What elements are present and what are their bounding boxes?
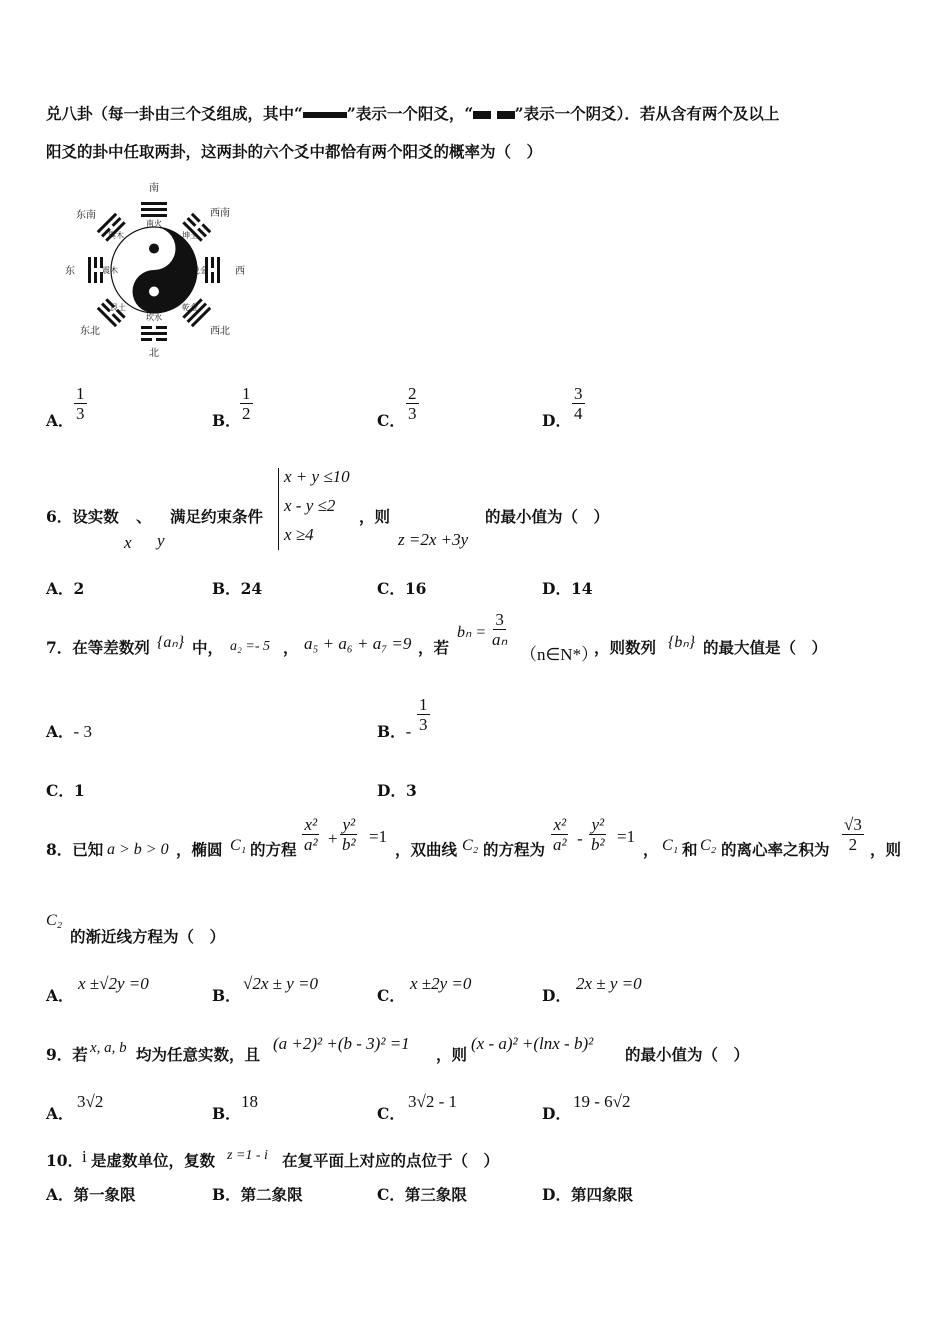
q10-t1: 是虚数单位，复数: [91, 1151, 216, 1170]
q10-z: z =1 - i: [227, 1148, 268, 1163]
q8-plus: +: [328, 829, 338, 848]
q8-option-c-value: x ±2y =0: [410, 974, 472, 993]
q7-cond1: a₂ =- 5: [230, 639, 270, 654]
q8-comma: ，: [643, 840, 659, 859]
q7-bn-lhs: bₙ =: [457, 624, 487, 641]
q8-t1: ，椭圆: [176, 840, 223, 859]
q8-t5: 的离心率之积为: [721, 840, 830, 859]
trigram-label: 艮土: [110, 303, 126, 312]
trigram-label: 南火: [146, 219, 162, 228]
trigram-label: 坎水: [146, 313, 162, 322]
q5-option-b: B．: [212, 411, 241, 430]
q9-prefix: 9．若: [46, 1045, 88, 1064]
q8-ellipse-eq: =1: [369, 827, 388, 846]
q9-t1: 均为任意实数，且: [136, 1045, 261, 1064]
q9-option-d-value: 19 - 6√2: [573, 1092, 631, 1111]
q6-middle: 满足约束条件: [170, 507, 264, 526]
q8-line2: 的渐近线方程为（ ）: [70, 927, 226, 946]
q9-option-a-value: 3√2: [77, 1092, 104, 1111]
q7-mid: 中，: [192, 638, 224, 657]
q10-prefix: 10．: [46, 1151, 84, 1170]
q5-stem-line2: 阳爻的卦中任取两卦，这两卦的六个爻中都恰有两个阳爻的概率为（ ）: [46, 142, 543, 161]
q10-t2: 在复平面上对应的点位于（ ）: [282, 1151, 500, 1170]
q9-t3: 的最小值为（ ）: [625, 1045, 750, 1064]
bagua-diagram: [62, 178, 246, 360]
q6-option-a: A．2: [46, 579, 85, 598]
q8-option-c: C．: [377, 986, 405, 1005]
direction-label: 西: [235, 266, 245, 277]
q10-option-c: C．第三象限: [377, 1185, 467, 1204]
q7-sequence-a: {aₙ}: [157, 634, 185, 651]
q6-option-b: B．24: [212, 579, 263, 598]
q9-option-b: B．: [212, 1104, 241, 1123]
q6-then: ，则: [359, 507, 391, 526]
trigram-label: 坤土: [182, 231, 198, 240]
trigram-label: 震木: [102, 266, 118, 275]
q7-domain: （n∈N*）: [520, 645, 599, 664]
q9-t2: ，则: [436, 1045, 468, 1064]
q8-c2-line2: C₂: [46, 912, 63, 929]
trigram-label: 兑金: [192, 266, 208, 275]
q8-c2-ref: C₂: [700, 837, 717, 854]
q10-option-a: A．第一象限: [46, 1185, 136, 1204]
q7-sequence-b: {bₙ}: [668, 634, 696, 651]
q8-hyperbola-x-term: $\frac{\text{x²}}{\text{a²}}$: [553, 815, 567, 854]
yang-line-symbol: [303, 112, 347, 118]
q6-constraint-2: x - y ≤2: [284, 496, 336, 515]
q8-hyperbola-eq: =1: [617, 827, 636, 846]
q5-option-c: C．: [377, 411, 405, 430]
q7-option-d: D．3: [377, 781, 417, 800]
q5-option-d-fraction: $\frac{3}{4}$: [574, 384, 583, 423]
q8-t3: ，双曲线: [395, 840, 458, 859]
q7-tail1: ，则数列: [594, 638, 657, 657]
q8-t4: 的方程为: [483, 840, 546, 859]
q8-option-d-value: 2x ± y =0: [576, 974, 642, 993]
direction-label: 东南: [76, 210, 96, 221]
q6-constraint-1: x + y ≤10: [284, 467, 350, 486]
direction-label: 南: [149, 183, 159, 194]
q8-prefix: 8．已知: [46, 840, 104, 859]
q9-expression: (x - a)² +(lnx - b)²: [471, 1034, 594, 1053]
q9-option-d: D．: [542, 1104, 571, 1123]
q6-prefix: 6．设实数: [46, 507, 119, 526]
q10-option-b: B．第二象限: [212, 1185, 303, 1204]
q6-option-c: C．16: [377, 579, 427, 598]
q9-option-a: A．: [46, 1104, 74, 1123]
q6-var-x: x: [124, 533, 132, 552]
q8-ellipse-y-term: $\frac{\text{y²}}{\text{b²}}$: [342, 815, 356, 854]
q10-i: i: [82, 1147, 87, 1166]
q8-eccentricity-product: $\frac{√3}{2}$: [844, 815, 862, 854]
q8-option-b: B．: [212, 986, 241, 1005]
q8-t2: 的方程: [250, 840, 297, 859]
q5-option-c-fraction: $\frac{2}{3}$: [408, 384, 417, 423]
q8-option-d: D．: [542, 986, 571, 1005]
q8-option-a-value: x ±√2y =0: [78, 974, 149, 993]
direction-label: 东: [65, 266, 75, 277]
direction-label: 西北: [210, 326, 230, 337]
q8-t6: ，则: [870, 840, 902, 859]
q10-option-d: D．第四象限: [542, 1185, 633, 1204]
q7-comma: ，: [283, 638, 299, 657]
q8-c1-label: C₁: [230, 837, 247, 854]
q6-objective: z =2x +3y: [398, 530, 469, 549]
q9-option-b-value: 18: [241, 1092, 258, 1111]
q5-stem-line1: 兑八卦（每一卦由三个爻组成，其中“ ”表示一个阳爻，“ ”表示一个阴爻）．若从含有两个及以上: [46, 104, 780, 123]
q6-tail: 的最小值为（ ）: [485, 507, 610, 526]
q8-ellipse-x-term: $\frac{\text{x²}}{\text{a²}}$: [304, 815, 318, 854]
q7-tail2: 的最大值是（ ）: [703, 638, 828, 657]
q8-minus: -: [577, 829, 583, 848]
constraint-brace: [278, 468, 279, 550]
q9-constraint: (a +2)² +(b - 3)² =1: [273, 1034, 410, 1053]
q7-option-b: B．-: [377, 722, 412, 741]
q8-c1-ref: C₁: [662, 837, 679, 854]
yin-line-symbol: [473, 104, 514, 123]
q8-hyperbola-y-term: $\frac{\text{y²}}{\text{b²}}$: [591, 815, 605, 854]
q5-option-d: D．: [542, 411, 571, 430]
q5-option-b-fraction: $\frac{1}{2}$: [242, 384, 251, 423]
q8-and: 和: [682, 840, 698, 859]
q8-c2-label: C₂: [462, 837, 479, 854]
q6-constraint-3: x ≥4: [284, 525, 314, 544]
direction-label: 北: [149, 348, 159, 359]
q8-option-a: A．: [46, 986, 74, 1005]
q7-prefix: 7．在等差数列: [46, 638, 150, 657]
q8-condition: a > b > 0: [107, 841, 169, 858]
q7-cond2: a₅ + a₆ + a₇ =9: [304, 634, 412, 653]
q7-bn-fraction: $\frac{3}{\text{aₙ}}$: [492, 610, 508, 649]
q6-option-d: D．14: [542, 579, 593, 598]
q8-option-b-value: √2x ± y =0: [243, 974, 318, 993]
direction-label: 东北: [80, 326, 100, 337]
q5-option-a-fraction: $\frac{1}{3}$: [76, 384, 85, 423]
q7-option-b-fraction: $\frac{1}{3}$: [419, 695, 428, 734]
trigram-label: 巽木: [108, 231, 124, 240]
q9-option-c: C．: [377, 1104, 405, 1123]
q7-option-a: A．- 3: [46, 722, 92, 741]
q9-vars: x, a, b: [90, 1040, 127, 1056]
trigram-label: 乾金: [182, 303, 198, 312]
q6-var-y: y: [157, 531, 165, 550]
q7-ruo: ，若: [418, 638, 450, 657]
q6-separator: 、: [136, 507, 152, 526]
q5-option-a: A．: [46, 411, 74, 430]
q9-option-c-value: 3√2 - 1: [408, 1092, 457, 1111]
q7-option-c: C．1: [46, 781, 85, 800]
direction-label: 西南: [210, 208, 230, 219]
